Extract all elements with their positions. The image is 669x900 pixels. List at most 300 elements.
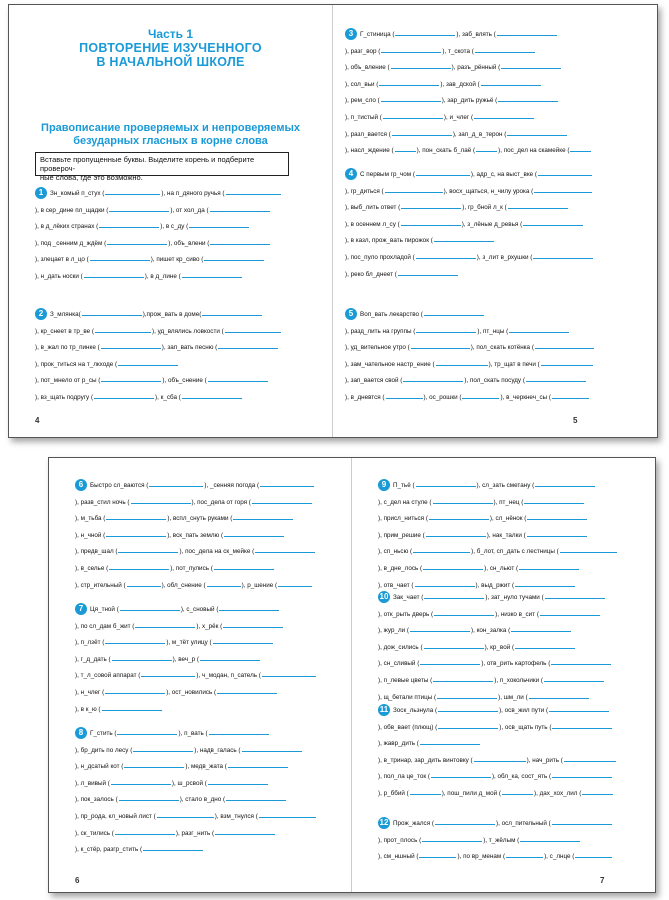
answer-blank[interactable]: [540, 609, 600, 616]
answer-blank[interactable]: [501, 62, 561, 69]
exercise-text: ), в_тринар, зар_дить винтовку (: [378, 756, 473, 764]
answer-blank[interactable]: [564, 755, 616, 762]
exercise-text: ), в_селье (: [75, 564, 109, 572]
answer-blank[interactable]: [391, 62, 451, 69]
exercise-text: ), г_д_дать (: [75, 655, 111, 663]
answer-blank[interactable]: [200, 654, 260, 661]
answer-blank[interactable]: [551, 658, 611, 665]
answer-blank[interactable]: [416, 169, 470, 176]
exercise-line: [35, 357, 291, 374]
answer-blank[interactable]: [511, 625, 571, 632]
answer-blank[interactable]: [189, 221, 249, 228]
exercise-text: ), пот_пулись (: [170, 564, 213, 572]
exercise-line: [345, 60, 605, 77]
chapter-title-line1: ПОВТОРЕНИЕ ИЗУЧЕННОГО: [79, 41, 262, 55]
exercise-line: [378, 703, 628, 720]
answer-blank[interactable]: [117, 728, 177, 735]
answer-blank[interactable]: [508, 202, 568, 209]
answer-blank[interactable]: [252, 497, 312, 504]
exercise-line: [378, 640, 628, 657]
answer-blank[interactable]: [106, 513, 166, 520]
answer-blank[interactable]: [120, 604, 180, 611]
exercise-line: [75, 511, 325, 528]
exercise-line: [35, 186, 291, 203]
exercise-text: ), разл_вается (: [345, 130, 391, 138]
chapter-title-line2: В НАЧАЛЬНОЙ ШКОЛЕ: [96, 55, 245, 69]
exercise-text: ), зав_дской (: [440, 80, 480, 88]
answer-blank[interactable]: [544, 675, 604, 682]
answer-blank[interactable]: [410, 625, 470, 632]
exercise-line: [75, 792, 325, 809]
exercise-text: ), ч_модан, п_сатель (: [196, 672, 261, 680]
answer-blank[interactable]: [202, 309, 262, 316]
exercise-1: [35, 186, 291, 286]
exercise-line: [378, 528, 628, 545]
exercise-text: ), реко бл_днеет (: [345, 270, 397, 278]
answer-blank[interactable]: [515, 642, 575, 649]
answer-blank[interactable]: [474, 112, 534, 119]
exercise-text: ), пр_рода, кл_новый лист (: [75, 812, 156, 820]
answer-blank[interactable]: [112, 654, 172, 661]
task-line2: ные слова, где это возможно.: [40, 173, 143, 182]
answer-blank[interactable]: [226, 188, 281, 195]
answer-blank[interactable]: [210, 205, 270, 212]
answer-blank[interactable]: [109, 205, 169, 212]
exercise-text: ), осв_щать путь (: [499, 723, 552, 731]
exercise-line: [75, 668, 325, 685]
exercise-text: ), прок_титься на т_лкходе (: [35, 360, 118, 368]
exercise-text: ), зап_вать песню (: [161, 344, 218, 352]
exercise-text: ), п_тистый (: [345, 113, 382, 121]
exercise-text: ), л_вивый (: [75, 779, 110, 787]
exercise-text: ), жавр_дить (: [378, 740, 419, 748]
book-spread-top: [8, 4, 658, 438]
answer-blank[interactable]: [225, 326, 281, 333]
exercise-line: [35, 269, 291, 286]
answer-blank[interactable]: [135, 621, 195, 628]
exercise-text: ), сл_нёнок (: [489, 515, 527, 523]
answer-blank[interactable]: [133, 745, 193, 752]
answer-blank[interactable]: [217, 687, 277, 694]
exercise-text: ), пишет кр_сиво (: [150, 256, 204, 264]
answer-blank[interactable]: [233, 513, 293, 520]
answer-blank[interactable]: [401, 219, 461, 226]
answer-blank[interactable]: [437, 692, 497, 699]
answer-blank[interactable]: [385, 186, 443, 193]
answer-blank[interactable]: [141, 670, 195, 677]
exercise-text: ), насл_ждение (: [345, 147, 394, 155]
answer-blank[interactable]: [535, 342, 594, 349]
exercise-line: [75, 478, 325, 495]
answer-blank[interactable]: [535, 480, 595, 487]
exercise-text: ), и_члег (: [443, 113, 474, 121]
answer-blank[interactable]: [526, 375, 586, 382]
exercise-text: Г_стить (: [90, 730, 117, 737]
answer-blank[interactable]: [392, 129, 452, 136]
answer-blank[interactable]: [118, 546, 178, 553]
answer-blank[interactable]: [143, 844, 203, 851]
exercise-text: ), пол_скать посуду (: [464, 377, 525, 385]
answer-blank[interactable]: [498, 95, 558, 102]
exercise-line: [378, 833, 628, 850]
exercise-text: ), предв_шал (: [75, 548, 118, 556]
answer-blank[interactable]: [429, 513, 489, 520]
exercise-line: [35, 324, 291, 341]
exercise-text: Быстро сл_ваются (: [90, 482, 149, 489]
exercise-text: ), н_чной (: [75, 531, 106, 539]
answer-blank[interactable]: [115, 828, 175, 835]
exercise-7: [75, 602, 325, 718]
exercise-text: ), объ_снение (: [162, 377, 207, 385]
answer-blank[interactable]: [84, 271, 144, 278]
answer-blank[interactable]: [462, 392, 499, 399]
answer-blank[interactable]: [262, 670, 316, 677]
answer-blank[interactable]: [434, 235, 494, 242]
exercise-10: [378, 590, 628, 706]
answer-blank[interactable]: [106, 530, 166, 537]
answer-blank[interactable]: [107, 238, 167, 245]
answer-blank[interactable]: [552, 392, 589, 399]
answer-blank[interactable]: [533, 252, 593, 259]
answer-blank[interactable]: [119, 794, 179, 801]
answer-blank[interactable]: [149, 480, 203, 487]
exercise-text: ), обв_вает (плющ) (: [378, 723, 438, 731]
answer-blank[interactable]: [570, 145, 591, 152]
exercise-number-badge: 6: [75, 479, 87, 491]
exercise-6: [75, 478, 325, 594]
answer-blank[interactable]: [208, 375, 268, 382]
answer-blank[interactable]: [424, 592, 484, 599]
answer-blank[interactable]: [131, 497, 191, 504]
answer-blank[interactable]: [520, 835, 580, 842]
answer-blank[interactable]: [413, 546, 470, 553]
exercise-text: Прож_жался (: [393, 820, 434, 827]
exercise-text: ), б_лот, сп_дать с лестницы (: [471, 548, 559, 556]
exercise-4: [345, 167, 605, 283]
answer-blank[interactable]: [422, 835, 482, 842]
answer-blank[interactable]: [523, 219, 583, 226]
answer-blank[interactable]: [420, 738, 480, 745]
answer-blank[interactable]: [424, 309, 484, 316]
answer-blank[interactable]: [549, 705, 609, 712]
exercise-text: ), кон_залка (: [471, 627, 511, 635]
exercise-text: ), веч_р (: [172, 655, 199, 663]
answer-blank[interactable]: [278, 580, 312, 587]
answer-blank[interactable]: [582, 788, 613, 795]
page-number: 4: [35, 416, 40, 425]
answer-blank[interactable]: [101, 342, 161, 349]
answer-blank[interactable]: [476, 145, 497, 152]
answer-blank[interactable]: [424, 642, 484, 649]
answer-blank[interactable]: [105, 687, 165, 694]
answer-blank[interactable]: [431, 771, 491, 778]
exercise-text: ), в казл, прож_вать пирожок (: [345, 237, 433, 245]
answer-blank[interactable]: [111, 778, 171, 785]
answer-blank[interactable]: [502, 788, 533, 795]
answer-blank[interactable]: [381, 46, 441, 53]
exercise-text: ), в д_лине (: [144, 272, 181, 280]
exercise-text: ), нак_талки (: [486, 531, 526, 539]
exercise-text: ), н_дсатый кот (: [75, 763, 124, 771]
answer-blank[interactable]: [411, 342, 470, 349]
answer-blank[interactable]: [475, 46, 535, 53]
exercise-line: [75, 602, 325, 619]
answer-blank[interactable]: [552, 771, 612, 778]
answer-blank[interactable]: [509, 326, 569, 333]
exercise-text: ), обл_снение (: [161, 581, 206, 589]
exercise-2: [35, 307, 291, 407]
answer-blank[interactable]: [242, 745, 302, 752]
exercise-text: ), отк_рыть дверь (: [378, 610, 434, 618]
answer-blank[interactable]: [541, 359, 593, 366]
answer-blank[interactable]: [438, 705, 498, 712]
answer-blank[interactable]: [386, 392, 423, 399]
answer-blank[interactable]: [538, 169, 592, 176]
exercise-line: [35, 203, 291, 220]
answer-blank[interactable]: [127, 580, 161, 587]
answer-blank[interactable]: [105, 188, 160, 195]
exercise-text: Ця_тной (: [90, 606, 119, 613]
exercise-text: ), р_шение (: [241, 581, 278, 589]
answer-blank[interactable]: [545, 592, 605, 599]
exercise-text: ), в к_ю (: [75, 705, 101, 713]
exercise-number-badge: 10: [379, 592, 389, 602]
answer-blank[interactable]: [423, 563, 483, 570]
exercise-text: ), сл_зать сметану (: [476, 482, 535, 489]
exercise-text: ), пон_скать б_лаё (: [416, 147, 476, 155]
answer-blank[interactable]: [109, 563, 169, 570]
exercise-line: [345, 250, 605, 267]
exercise-line: [75, 619, 325, 636]
exercise-text: ), зат_нуло тучами (: [485, 594, 544, 601]
answer-blank[interactable]: [105, 637, 165, 644]
answer-blank[interactable]: [223, 621, 283, 628]
exercise-number-badge: 5: [345, 308, 357, 320]
page-5: [333, 5, 657, 437]
answer-blank[interactable]: [534, 186, 592, 193]
exercise-text: ), сн_льют (: [484, 564, 519, 572]
exercise-text: ), пок_залось (: [75, 796, 118, 804]
answer-blank[interactable]: [416, 252, 476, 259]
answer-blank[interactable]: [381, 95, 441, 102]
exercise-text: ), злецает в л_цо (: [35, 256, 89, 264]
answer-blank[interactable]: [481, 79, 541, 86]
exercise-line: [345, 324, 605, 341]
answer-blank[interactable]: [95, 326, 151, 333]
exercise-text: ), р_ббий (: [378, 789, 409, 797]
answer-blank[interactable]: [433, 675, 493, 682]
exercise-line: [75, 809, 325, 826]
answer-blank[interactable]: [228, 761, 288, 768]
answer-blank[interactable]: [94, 392, 154, 399]
answer-blank[interactable]: [218, 342, 278, 349]
exercise-line: [378, 786, 628, 803]
answer-blank[interactable]: [209, 728, 269, 735]
exercise-text: ), отв_рить картофель (: [481, 660, 551, 668]
exercise-text: ), по вр_менам (: [457, 853, 506, 861]
answer-blank[interactable]: [419, 851, 456, 858]
exercise-text: ), т_скота (: [442, 47, 474, 55]
answer-blank[interactable]: [497, 29, 557, 36]
answer-blank[interactable]: [101, 375, 161, 382]
exercise-text: ), стр_ительный (: [75, 581, 126, 589]
answer-blank[interactable]: [255, 546, 315, 553]
page-number: 7: [600, 876, 605, 885]
exercise-text: ), шм_ли (: [498, 693, 528, 701]
answer-blank[interactable]: [434, 609, 494, 616]
answer-blank[interactable]: [219, 604, 279, 611]
chapter-label: Часть 1: [147, 27, 194, 41]
answer-blank[interactable]: [519, 563, 579, 570]
answer-blank[interactable]: [182, 392, 242, 399]
answer-blank[interactable]: [383, 112, 443, 119]
exercise-text: ), в с_ду (: [160, 223, 189, 231]
exercise-text: ), м_тьба (: [75, 515, 106, 523]
exercise-line: [75, 495, 325, 512]
exercise-text: ), вз_щать подругу (: [35, 393, 94, 401]
answer-blank[interactable]: [260, 480, 314, 487]
exercise-5: [345, 307, 605, 407]
answer-blank[interactable]: [215, 828, 275, 835]
answer-blank[interactable]: [395, 145, 416, 152]
exercise-text: ), под _сенним д_ждём (: [35, 239, 107, 247]
exercise-text: ), к_сба (: [155, 393, 181, 401]
exercise-line: [75, 743, 325, 760]
exercise-text: ), зап_вается свой (: [345, 377, 403, 385]
answer-blank[interactable]: [527, 530, 587, 537]
exercise-text: ), вск_пать землю (: [167, 531, 224, 539]
answer-blank[interactable]: [416, 480, 476, 487]
answer-blank[interactable]: [420, 658, 480, 665]
exercise-text: ), в_жал по тр_пинке (: [35, 344, 100, 352]
answer-blank[interactable]: [204, 254, 264, 261]
exercise-line: [345, 340, 605, 357]
exercise-line: [378, 590, 628, 607]
exercise-line: [345, 77, 605, 94]
answer-blank[interactable]: [524, 497, 584, 504]
task-line1: Вставьте пропущенные буквы. Выделите корень и подберите провероч-: [40, 155, 255, 173]
answer-blank[interactable]: [182, 271, 242, 278]
answer-blank[interactable]: [214, 563, 274, 570]
exercise-text: ), с_лнце (: [544, 853, 575, 861]
exercise-line: [75, 578, 325, 595]
exercise-line: [378, 478, 628, 495]
answer-blank[interactable]: [379, 79, 439, 86]
answer-blank[interactable]: [398, 269, 458, 276]
answer-blank[interactable]: [403, 375, 463, 382]
answer-blank[interactable]: [118, 359, 178, 366]
exercise-text: ), присл_ниться (: [378, 515, 428, 523]
page-number: 5: [573, 416, 578, 425]
answer-blank[interactable]: [560, 546, 617, 553]
answer-blank[interactable]: [207, 580, 241, 587]
exercise-text: ), с_дел на стуле (: [378, 498, 432, 506]
answer-blank[interactable]: [401, 202, 461, 209]
exercise-text: ), п_лзёт (: [75, 639, 105, 647]
answer-blank[interactable]: [224, 530, 284, 537]
answer-blank[interactable]: [415, 580, 475, 587]
answer-blank[interactable]: [552, 722, 612, 729]
answer-blank[interactable]: [157, 811, 214, 818]
answer-blank[interactable]: [213, 637, 273, 644]
exercise-line: [35, 219, 291, 236]
exercise-text: ), пос_дела на ск_мейке (: [179, 548, 255, 556]
answer-blank[interactable]: [552, 818, 612, 825]
answer-blank[interactable]: [426, 530, 486, 537]
exercise-text: ), уд_вительное утро (: [345, 344, 410, 352]
exercise-text: ), низко в_сит (: [495, 610, 539, 618]
exercise-text: ), пт_нец (: [493, 498, 524, 506]
exercise-line: [345, 127, 605, 144]
answer-blank[interactable]: [410, 788, 441, 795]
exercise-line: [345, 93, 605, 110]
exercise-line: [378, 656, 628, 673]
answer-blank[interactable]: [124, 761, 184, 768]
exercise-text: ), в д_лёких странах (: [35, 223, 99, 231]
answer-blank[interactable]: [433, 497, 493, 504]
exercise-text: ), в_черкнеч_сы (: [500, 393, 552, 401]
exercise-line: [75, 726, 325, 743]
exercise-12: [378, 816, 628, 866]
answer-blank[interactable]: [506, 851, 543, 858]
page-4: [9, 5, 332, 437]
exercise-text: ), стало в_дно (: [179, 796, 226, 804]
answer-blank[interactable]: [436, 359, 488, 366]
answer-blank[interactable]: [102, 704, 162, 711]
answer-blank[interactable]: [527, 513, 587, 520]
exercise-line: [35, 373, 291, 390]
exercise-text: ), разв_стил ночь (: [75, 498, 130, 506]
answer-blank[interactable]: [416, 326, 476, 333]
answer-blank[interactable]: [90, 254, 150, 261]
exercise-line: [378, 769, 628, 786]
answer-blank[interactable]: [507, 129, 567, 136]
answer-blank[interactable]: [575, 851, 612, 858]
exercise-text: ), н_члег (: [75, 688, 105, 696]
exercise-line: [345, 267, 605, 284]
exercise-text: ), жур_ли (: [378, 627, 409, 635]
exercise-text: Г_стиница (: [360, 31, 395, 38]
answer-blank[interactable]: [435, 818, 495, 825]
answer-blank[interactable]: [474, 755, 526, 762]
exercise-line: [75, 826, 325, 843]
exercise-line: [345, 373, 605, 390]
exercise-text: ), на п_дяного ручья (: [161, 190, 225, 197]
answer-blank[interactable]: [515, 580, 575, 587]
exercise-text: ), х_рёк (: [196, 622, 223, 630]
answer-blank[interactable]: [82, 309, 142, 316]
exercise-3: [345, 27, 605, 160]
answer-blank[interactable]: [529, 692, 589, 699]
exercise-text: ), т_л_совой аппарат (: [75, 672, 141, 680]
exercise-line: [378, 720, 628, 737]
answer-blank[interactable]: [438, 722, 498, 729]
exercise-text: ), вспл_снуть руками (: [167, 515, 233, 523]
answer-blank[interactable]: [226, 794, 286, 801]
exercise-line: [345, 307, 605, 324]
exercise-text: ), гр_бной л_к (: [462, 204, 507, 212]
exercise-number-badge: 11: [379, 705, 389, 715]
answer-blank[interactable]: [99, 221, 159, 228]
exercise-text: ), сол_вьи (: [345, 80, 379, 88]
exercise-line: [378, 561, 628, 578]
answer-blank[interactable]: [210, 238, 270, 245]
exercise-number-badge: 1: [35, 187, 47, 199]
exercise-line: [345, 27, 605, 44]
answer-blank[interactable]: [208, 778, 268, 785]
answer-blank[interactable]: [395, 29, 455, 36]
answer-blank[interactable]: [259, 811, 316, 818]
